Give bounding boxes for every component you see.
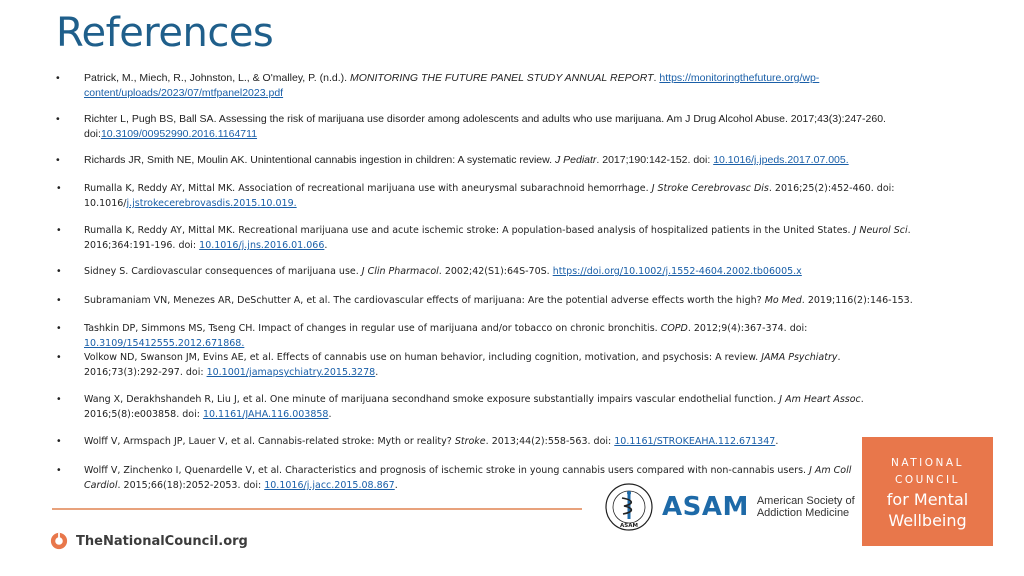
footer-site-text: TheNationalCouncil.org (76, 533, 248, 549)
asam-seal-icon (604, 482, 654, 532)
reference-text: Richter L, Pugh BS, Ball SA. Assessing the risk of marijuana use disorder among adolescents and adults who use marijuana. Am J Drug Alcohol Abuse. 2017;43(3):247-260. doi:10.3109/00952990.2016.1164711 (84, 113, 886, 140)
reference-text: Tashkin DP, Simmons MS, Tseng CH. Impact of changes in regular use of marijuana and/or tobacco on chronic bronchitis. COPD. 2012;9(4):367-374. doi: 10.3109/15412555.2012.671868. (84, 323, 808, 349)
reference-item (56, 392, 916, 422)
reference-item (56, 434, 916, 449)
reference-link[interactable]: https://doi.org/10.1002/j.1552-4604.2002.tb06005.x (552, 266, 802, 277)
reference-link[interactable]: https://monitoringthefuture.org/wp-content/uploads/2023/07/mtfpanel2023.pdf (84, 72, 820, 99)
badge-line-for-mental: for Mental (886, 490, 969, 509)
reference-link[interactable]: j.jstrokecerebrovasdis.2015.10.019. (126, 198, 297, 209)
reference-item (56, 264, 916, 279)
reference-text: Wolff V, Armspach JP, Lauer V, et al. Cannabis-related stroke: Myth or reality? Stroke. 2013;44(2):558-563. doi: 10.1161/STROKEAHA.112.671347. (84, 436, 779, 447)
bullet: • (56, 323, 62, 334)
reference-text: Subramaniam VN, Menezes AR, DeSchutter A, et al. The cardiovascular effects of marijuana: Are the potential adverse effects worth the high? Mo Med. 2019;116(2):146-153. (84, 295, 913, 306)
badge-line-council: COUNCIL (895, 474, 960, 486)
asam-subtitle: American Society of Addiction Medicine (756, 495, 855, 519)
reference-item (56, 71, 916, 101)
bullet: • (56, 183, 62, 194)
reference-link[interactable]: 10.1016/j.jns.2016.01.066 (199, 240, 325, 251)
bullet: • (56, 154, 60, 166)
bullet: • (56, 394, 62, 405)
asam-wordmark: ASAM (662, 492, 749, 522)
reference-text: Patrick, M., Miech, R., Johnston, L., & O'malley, P. (n.d.). MONITORING THE FUTURE PANEL STUDY ANNUAL REPORT. https://monitoringthefuture.org/wp-content/uploads/2023/07/mtfpanel2023.pdf (84, 72, 820, 99)
reference-text: Rumalla K, Reddy AY, Mittal MK. Recreational marijuana use and acute ischemic stroke: A population-based analysis of hospitalized patients in the United States. J Neurol Sci. 2016;364:191-196. doi: 10.1016/j.jns.2016.01.066. (84, 225, 911, 251)
national-council-footer-logo[interactable] (50, 532, 248, 550)
national-council-icon (50, 532, 68, 550)
reference-link[interactable]: 10.3109/15412555.2012.671868. (84, 338, 245, 349)
reference-link[interactable]: 10.1016/j.jpeds.2017.07.005. (713, 154, 849, 166)
bullet: • (56, 266, 62, 277)
bullet: • (56, 352, 62, 363)
bullet: • (56, 72, 60, 84)
bullet: • (56, 436, 62, 447)
footer-divider (52, 508, 582, 510)
reference-text: Richards JR, Smith NE, Moulin AK. Unintentional cannabis ingestion in children: A systematic review. J Pediatr. 2017;190:142-152. doi: 10.1016/j.jpeds.2017.07.005. (84, 154, 849, 166)
reference-text: Sidney S. Cardiovascular consequences of marijuana use. J Clin Pharmacol. 2002;42(S1):64S-70S. https://doi.org/10.1002/j.1552-4604.2002.tb06005.x (84, 266, 802, 277)
badge-line-national: NATIONAL (891, 457, 964, 469)
reference-text: Wang X, Derakhshandeh R, Liu J, et al. One minute of marijuana secondhand smoke exposure substantially impairs vascular endothelial function. J Am Heart Assoc. 2016;5(8):e003858. doi: 10.1161/JAHA.116.003858. (84, 394, 864, 420)
bullet: • (56, 225, 62, 236)
bullet: • (56, 295, 62, 306)
national-council-mental-wellbeing-badge (862, 437, 993, 546)
reference-item (56, 350, 916, 380)
reference-item (56, 181, 916, 211)
reference-text: Wolff V, Zinchenko I, Quenardelle V, et al. Characteristics and prognosis of ischemic stroke in young cannabis users compared with non-cannabis users. J Am Coll Cardiol. 2015;66(18):2052-2053. doi: 10.1016/j.jacc.2015.08.867. (84, 465, 852, 491)
reference-text: Rumalla K, Reddy AY, Mittal MK. Association of recreational marijuana use with aneurysmal subarachnoid hemorrhage. J Stroke Cerebrovasc Dis. 2016;25(2):452-460. doi: 10.1016/j.jstrokecerebrovasdis.2015.10.019. (84, 183, 895, 209)
reference-item (56, 153, 916, 168)
page-title: References (56, 10, 274, 56)
badge-line-wellbeing: Wellbeing (888, 511, 967, 530)
asam-seal-label: ASAM (620, 523, 638, 529)
reference-link[interactable]: 10.1161/STROKEAHA.112.671347 (614, 436, 776, 447)
reference-link[interactable]: 10.1001/jamapsychiatry.2015.3278 (206, 367, 376, 378)
reference-item (56, 321, 916, 351)
reference-text: Volkow ND, Swanson JM, Evins AE, et al. Effects of cannabis use on human behavior, including cognition, motivation, and psychosis: A review. JAMA Psychiatry. 2016;73(3):292-297. doi: 10.1001/jamapsychiatry.2015.3278. (84, 352, 841, 378)
reference-item (56, 293, 916, 308)
reference-item (56, 112, 916, 142)
reference-link[interactable]: 10.1016/j.jacc.2015.08.867 (264, 480, 395, 491)
reference-item (56, 223, 916, 253)
bullet: • (56, 465, 62, 476)
bullet: • (56, 113, 60, 125)
reference-link[interactable]: 10.3109/00952990.2016.1164711 (100, 128, 258, 140)
reference-link[interactable]: 10.1161/JAHA.116.003858 (202, 409, 329, 420)
asam-logo (604, 482, 855, 532)
